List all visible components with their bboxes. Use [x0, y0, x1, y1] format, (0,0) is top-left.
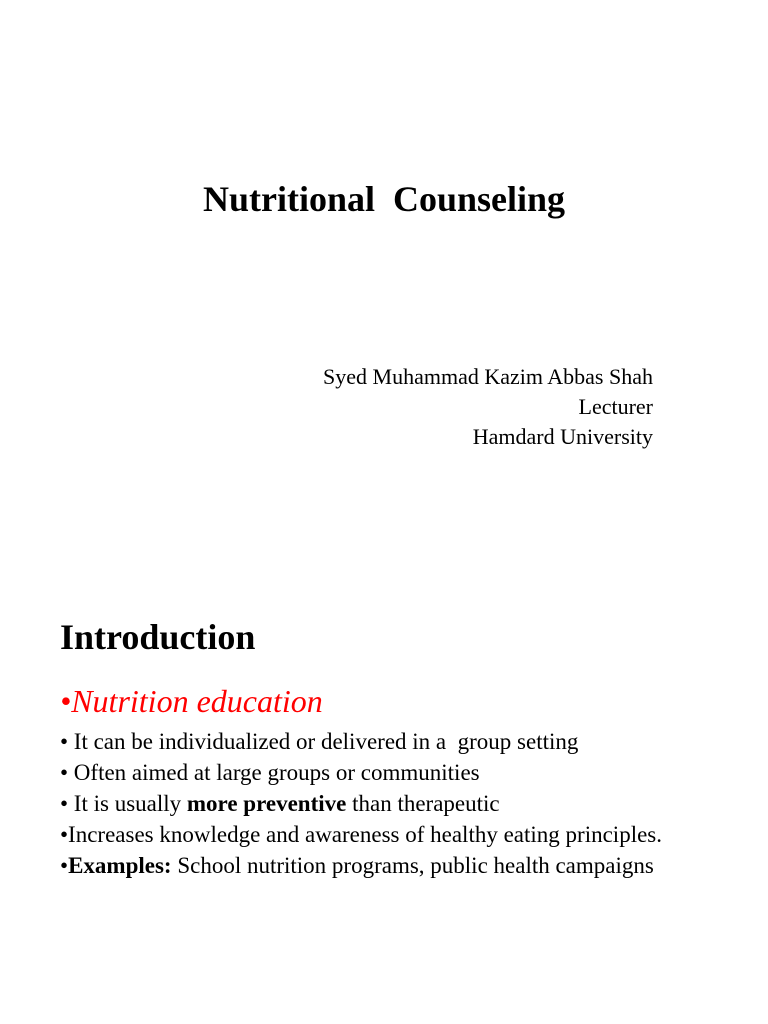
bullet-text: • It can be individualized or delivered in a group setting	[60, 729, 579, 754]
bullet-item	[60, 726, 680, 757]
author-position: Lecturer	[578, 394, 653, 419]
bullet-emphasis: Examples:	[68, 853, 172, 878]
bullet-list	[60, 726, 680, 881]
bullet-emphasis: more preventive	[186, 791, 347, 816]
bullet-text: •Increases knowledge and awareness of healthy eating principles.	[60, 822, 662, 847]
author-institution: Hamdard University	[472, 424, 653, 449]
bullet-prefix: • It is usually	[60, 791, 187, 816]
author-name: Syed Muhammad Kazim Abbas Shah	[323, 364, 653, 389]
bullet-suffix: School nutrition programs, public health campaigns	[171, 853, 654, 878]
bullet-suffix: than therapeutic	[346, 791, 500, 816]
bullet-text: • Often aimed at large groups or communities	[60, 760, 480, 785]
bullet-item	[60, 788, 680, 819]
bullet-prefix: •	[60, 853, 69, 878]
bullet-item	[60, 850, 680, 881]
slide-heading: Introduction	[60, 617, 256, 657]
bullet-item	[60, 819, 680, 850]
bullet-item	[60, 757, 680, 788]
slide-subheading: •Nutrition education	[60, 683, 323, 719]
author-block	[323, 362, 653, 452]
presentation-title: Nutritional Counseling	[202, 179, 566, 219]
introduction-slide	[0, 512, 768, 1024]
